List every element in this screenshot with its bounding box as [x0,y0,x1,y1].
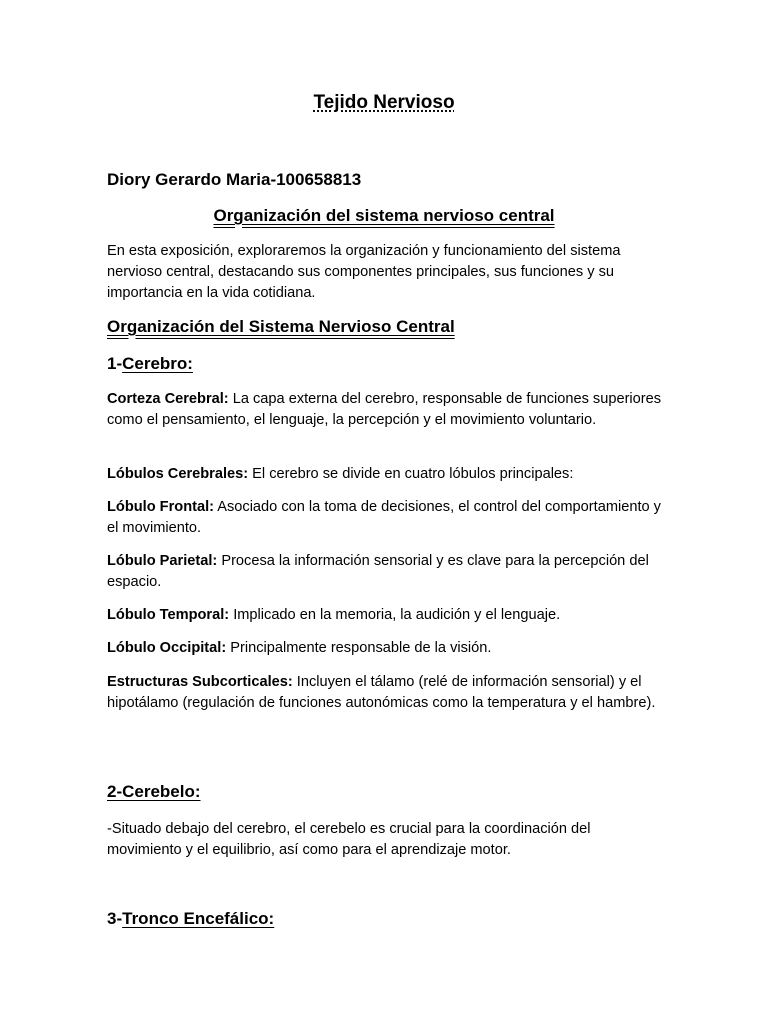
subtitle: Organización del sistema nervioso central [213,206,555,225]
item-text: Asociado con la toma de decisiones, el control del comportamiento y el movimiento. [107,499,661,536]
paragraph-subcorticales [107,672,667,714]
item-text: La capa externa del cerebro, responsable de funciones superiores como el pensamiento, el lenguaje, la percepción y el movimiento voluntario. [107,391,662,428]
document-title: Tejido Nervioso [313,92,455,113]
section1-heading [107,354,193,374]
paragraph-lobulo-parietal [107,551,667,593]
section3-number: 3- [107,909,123,928]
item-label: Lóbulo Frontal: [107,499,214,515]
item-label: Lóbulo Temporal: [107,607,230,623]
item-text: El cerebro se divide en cuatro lóbulos principales: [248,466,574,482]
paragraph-lobulo-temporal [107,605,667,626]
paragraph-lobulos [107,464,667,485]
section-heading: Organización del Sistema Nervioso Central [107,317,455,336]
item-label: Corteza Cerebral: [107,391,229,407]
paragraph-lobulo-occipital [107,638,667,659]
section1-title: Cerebro: [122,354,193,373]
paragraph-lobulo-frontal [107,497,667,539]
item-text: Principalmente responsable de la visión. [226,640,492,656]
section1-number: 1- [107,354,123,373]
item-label: Estructuras Subcorticales: [107,674,293,690]
paragraph-cerebelo: -Situado debajo del cerebro, el cerebelo es crucial para la coordinación del movimiento y el equilibrio, así como para el aprendizaje motor. [107,821,591,858]
item-text: Implicado en la memoria, la audición y el lenguaje. [229,607,561,623]
item-label: Lóbulo Parietal: [107,553,218,569]
section2-heading: 2-Cerebelo: [107,782,201,801]
section3-heading [107,909,274,929]
author-line: Diory Gerardo Maria-100658813 [107,170,362,189]
intro-paragraph: En esta exposición, exploraremos la organización y funcionamiento del sistema nervioso central, destacando sus componentes principales, sus funciones y su importancia en la vida cotidiana. [107,243,621,301]
item-label: Lóbulos Cerebrales: [107,466,249,482]
item-text: Procesa la información sensorial y es clave para la percepción del espacio. [107,553,649,590]
item-label: Lóbulo Occipital: [107,640,227,656]
section3-title: Tronco Encefálico: [122,909,275,928]
item-text: Incluyen el tálamo (relé de información sensorial) y el hipotálamo (regulación de funciones autonómicas como la temperatura y el hambre). [107,674,656,711]
paragraph-corteza [107,389,667,431]
